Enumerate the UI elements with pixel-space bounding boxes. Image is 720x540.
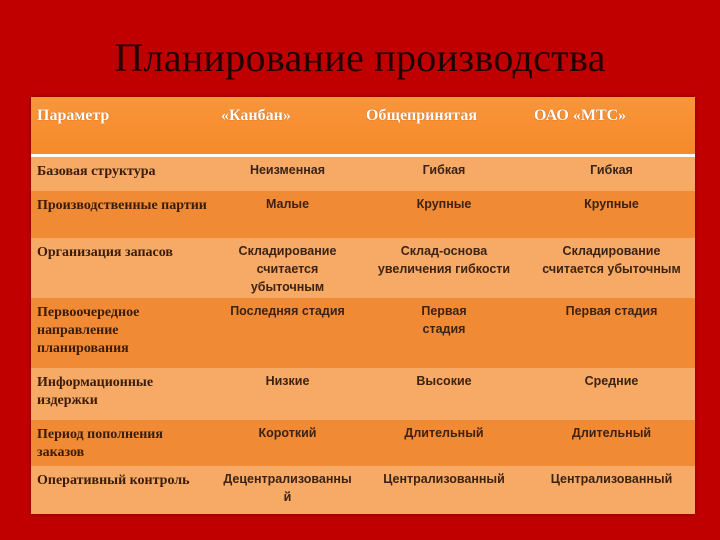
cell-kanban: Короткий <box>215 420 360 466</box>
cell-kanban: Последняя стадия <box>215 298 360 368</box>
comparison-table <box>31 97 695 514</box>
cell-kanban: Децентрализованный <box>215 466 360 514</box>
row-param: Производственные партии <box>31 191 215 238</box>
cell-mts: Первая стадия <box>528 298 695 368</box>
cell-conventional: Централизованный <box>360 466 528 514</box>
cell-conventional: Высокие <box>360 368 528 420</box>
table-row <box>31 466 695 514</box>
slide-title: Планирование производства <box>114 35 606 80</box>
cell-conventional: Склад-основа увеличения гибкости <box>360 238 528 298</box>
row-param: Оперативный контроль <box>31 466 215 514</box>
cell-conventional: Длительный <box>360 420 528 466</box>
cell-conventional: Гибкая <box>360 155 528 191</box>
cell-kanban: Низкие <box>215 368 360 420</box>
row-param: Первоочередное направление планирования <box>31 298 215 368</box>
table-row <box>31 420 695 466</box>
table-row <box>31 298 695 368</box>
cell-kanban: Малые <box>215 191 360 238</box>
cell-conventional: Первая стадия <box>360 298 528 368</box>
cell-kanban: Неизменная <box>215 155 360 191</box>
cell-conventional: Крупные <box>360 191 528 238</box>
cell-mts: Длительный <box>528 420 695 466</box>
table-row <box>31 155 695 191</box>
row-param: Период пополнения заказов <box>31 420 215 466</box>
header-mts: ОАО «МТС» <box>528 97 695 155</box>
cell-mts: Гибкая <box>528 155 695 191</box>
cell-mts: Крупные <box>528 191 695 238</box>
cell-kanban: Складирование считается убыточным <box>215 238 360 298</box>
row-param: Информационные издержки <box>31 368 215 420</box>
cell-mts: Средние <box>528 368 695 420</box>
table-row <box>31 238 695 298</box>
header-conventional: Общепринятая <box>360 97 528 155</box>
header-kanban: «Канбан» <box>215 97 360 155</box>
header-param: Параметр <box>31 97 215 155</box>
row-param: Организация запасов <box>31 238 215 298</box>
cell-mts: Централизованный <box>528 466 695 514</box>
row-param: Базовая структура <box>31 155 215 191</box>
table-row <box>31 368 695 420</box>
cell-mts: Складирование считается убыточным <box>528 238 695 298</box>
table-row <box>31 191 695 238</box>
table-header-row <box>31 97 695 155</box>
